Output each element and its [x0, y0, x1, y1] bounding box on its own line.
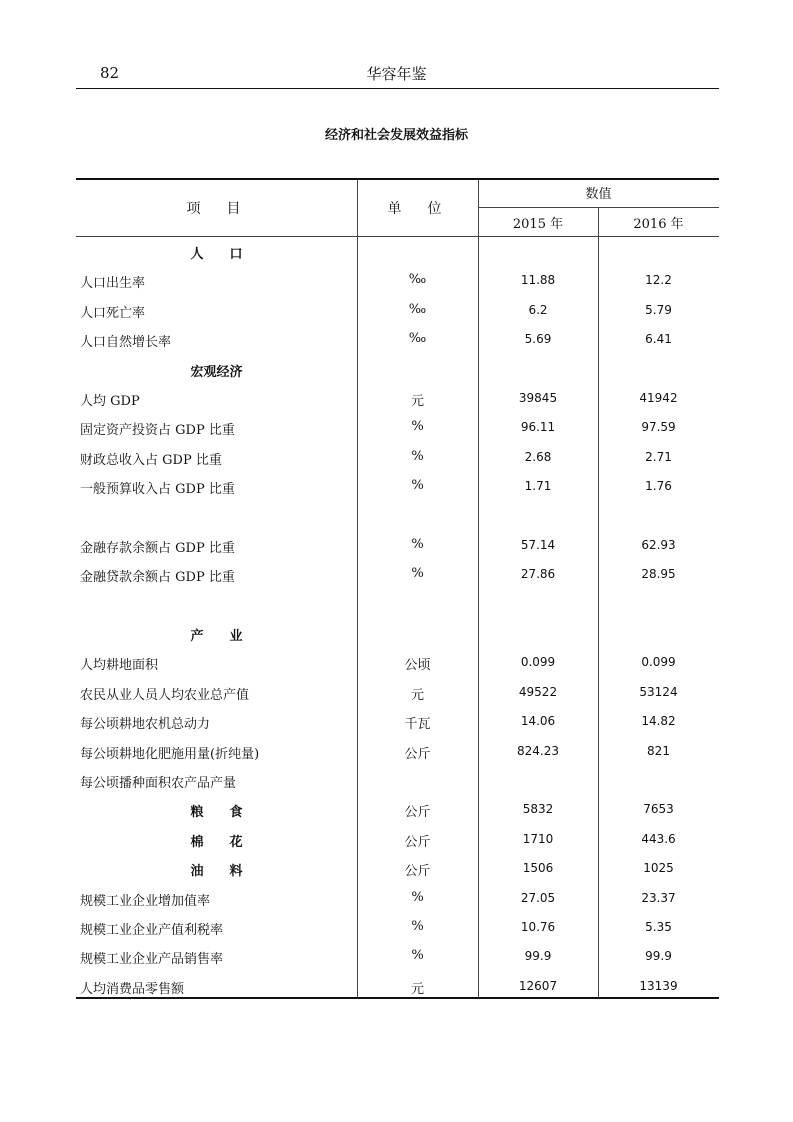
- row-label: 规模工业企业产品销售率: [80, 952, 224, 968]
- row-value-2016: 821: [647, 743, 670, 758]
- row-unit: %: [411, 478, 424, 494]
- table-row: [76, 971, 719, 1000]
- row-value-2016: 7653: [643, 802, 674, 817]
- row-label: 固定资产投资占 GDP 比重: [80, 423, 235, 439]
- table-row: [76, 706, 719, 735]
- row-unit: 元: [410, 981, 424, 997]
- row-value-2016: 1.76: [645, 479, 672, 494]
- row-value-2015: 27.05: [520, 890, 556, 905]
- row-value-2015: 99.9: [524, 949, 552, 964]
- row-unit: ‰: [408, 301, 427, 317]
- table-title: 经济和社会发展效益指标: [324, 128, 468, 143]
- row-label: 油 料: [190, 864, 243, 880]
- row-unit: %: [411, 918, 424, 934]
- table-row: [76, 765, 719, 794]
- row-value-2015: 12607: [518, 978, 558, 993]
- row-label: 人口出生率: [80, 276, 146, 292]
- row-label: 人均 GDP: [80, 393, 140, 409]
- indicator-table: [76, 178, 719, 999]
- row-unit: 公斤: [404, 746, 431, 762]
- row-label: 金融贷款余额占 GDP 比重: [80, 570, 235, 586]
- row-label: 每公顷耕地农机总动力: [80, 717, 211, 733]
- row-value-2015: 14.06: [520, 714, 556, 729]
- table-row: [76, 941, 719, 970]
- column-header-unit: 单 位: [387, 201, 448, 217]
- row-value-2015: 27.86: [520, 567, 556, 582]
- row-label: 粮 食: [190, 805, 243, 821]
- table-row: [76, 677, 719, 706]
- table-body: [76, 236, 719, 1000]
- row-label: 一般预算收入占 GDP 比重: [80, 482, 235, 498]
- row-value-2015: 49522: [518, 684, 558, 699]
- row-value-2016: 23.37: [641, 890, 676, 905]
- row-value-2016: 12.2: [645, 273, 672, 288]
- row-unit: ‰: [408, 272, 427, 288]
- row-value-2015: 57.14: [520, 537, 556, 552]
- section-row: [76, 354, 719, 383]
- section-row: [76, 236, 719, 265]
- row-label: 棉 花: [190, 834, 243, 850]
- header-rule: [76, 88, 719, 89]
- row-value-2016: 13139: [639, 978, 678, 993]
- row-value-2015: 6.2: [528, 302, 548, 317]
- row-value-2016: 53124: [639, 684, 678, 699]
- column-header-2015: 2015 年: [512, 217, 564, 232]
- row-unit: 公顷: [404, 658, 431, 674]
- table-row: [76, 471, 719, 500]
- row-label: 人口自然增长率: [80, 335, 172, 351]
- row-value-2015: 5832: [522, 802, 554, 817]
- section-row: [76, 618, 719, 647]
- spacer-row: [76, 501, 719, 530]
- row-unit: 元: [410, 687, 424, 703]
- row-value-2015: 5.69: [524, 332, 552, 347]
- row-value-2016: 97.59: [641, 420, 676, 435]
- row-label: 每公顷播种面积农产品产量: [80, 776, 237, 792]
- row-value-2016: 0.099: [641, 655, 676, 670]
- row-unit: 公斤: [404, 805, 431, 821]
- row-unit: %: [411, 419, 424, 435]
- column-header-values: 数值: [585, 187, 612, 202]
- column-header-2016: 2016 年: [633, 217, 684, 232]
- table-row: [76, 736, 719, 765]
- table-row: [76, 559, 719, 588]
- row-label: 人均消费品零售额: [80, 981, 185, 997]
- table-row: [76, 324, 719, 353]
- spacer-row: [76, 589, 719, 618]
- table-row: [76, 912, 719, 941]
- table-row: [76, 794, 719, 823]
- row-value-2015: 96.11: [520, 420, 556, 435]
- row-unit: %: [411, 948, 424, 964]
- row-unit: %: [411, 889, 424, 905]
- table-row: [76, 442, 719, 471]
- row-value-2015: 10.76: [520, 919, 556, 934]
- row-value-2016: 99.9: [645, 949, 672, 964]
- row-unit: %: [411, 566, 424, 582]
- row-unit: 千瓦: [404, 717, 431, 733]
- row-value-2016: 41942: [639, 390, 678, 405]
- table-row: [76, 824, 719, 853]
- row-unit: ‰: [408, 331, 427, 347]
- table-row: [76, 265, 719, 294]
- row-value-2016: 62.93: [641, 537, 676, 552]
- row-unit: 公斤: [404, 834, 431, 850]
- row-unit: %: [411, 448, 424, 464]
- table-top-rule: [76, 178, 719, 180]
- page-number: 82: [100, 64, 120, 82]
- row-value-2015: 0.099: [520, 655, 556, 670]
- row-value-2015: 2.68: [524, 449, 552, 464]
- table-row: [76, 383, 719, 412]
- row-value-2016: 5.79: [645, 302, 672, 317]
- row-label: 人口死亡率: [80, 305, 146, 321]
- row-value-2016: 5.35: [645, 919, 672, 934]
- running-title: 华容年鉴: [366, 65, 427, 83]
- row-value-2016: 443.6: [641, 831, 676, 846]
- row-label: 农民从业人员人均农业总产值: [80, 687, 250, 703]
- row-label: 宏观经济: [190, 364, 243, 380]
- row-value-2015: 1.71: [524, 479, 552, 494]
- row-label: 金融存款余额占 GDP 比重: [80, 540, 235, 556]
- row-unit: %: [411, 536, 424, 552]
- row-label: 规模工业企业产值利税率: [80, 922, 224, 938]
- row-value-2016: 6.41: [645, 332, 672, 347]
- row-value-2016: 14.82: [641, 714, 676, 729]
- row-unit: 元: [410, 393, 424, 409]
- row-value-2015: 824.23: [517, 743, 559, 758]
- row-label: 人 口: [190, 247, 243, 262]
- row-value-2016: 2.71: [645, 449, 672, 464]
- table-row: [76, 647, 719, 676]
- row-value-2016: 1025: [643, 861, 674, 876]
- table-row: [76, 530, 719, 559]
- table-row: [76, 295, 719, 324]
- row-label: 规模工业企业增加值率: [80, 893, 211, 909]
- table-row: [76, 853, 719, 882]
- row-label: 财政总收入占 GDP 比重: [80, 452, 222, 468]
- row-value-2015: 1710: [522, 831, 554, 846]
- row-value-2015: 1506: [522, 861, 554, 876]
- row-label: 人均耕地面积: [80, 658, 159, 674]
- row-label: 每公顷耕地化肥施用量(折纯量): [80, 746, 260, 762]
- column-header-item: 项 目: [186, 201, 247, 217]
- row-value-2015: 11.88: [520, 273, 556, 288]
- table-row: [76, 412, 719, 441]
- row-unit: 公斤: [404, 864, 431, 880]
- row-value-2015: 39845: [518, 390, 558, 405]
- table-row: [76, 883, 719, 912]
- row-value-2016: 28.95: [641, 567, 676, 582]
- row-label: 产 业: [190, 629, 243, 645]
